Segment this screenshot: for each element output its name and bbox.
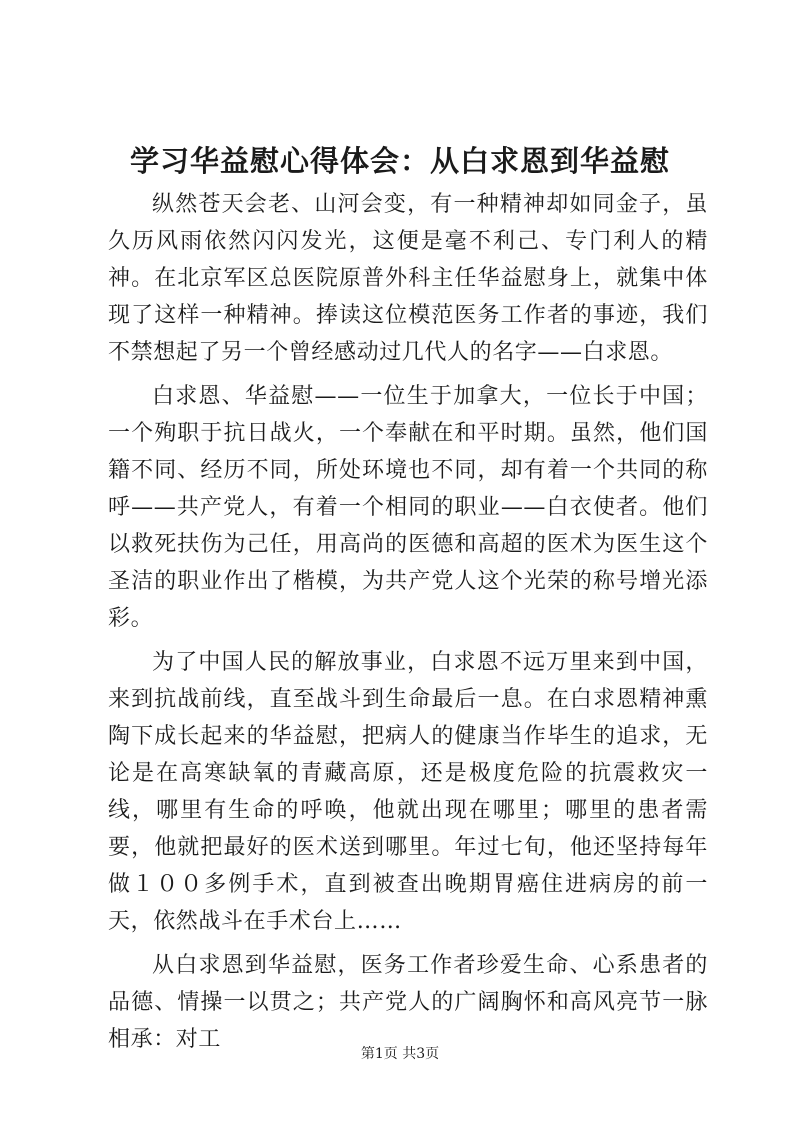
document-title: 学习华益慰心得体会：从白求恩到华益慰 (129, 144, 670, 178)
paragraph-2: 白求恩、华益慰——一位生于加拿大，一位长于中国；一个殉职于抗日战火，一个奉献在和平时期。虽然，他们国籍不同、经历不同，所处环境也不同，却有着一个共同的称呼——共产党人，有着一个相同的职业——白衣使者。他们以救死扶伤为己任，用高尚的医德和高超的医术为医生这个圣洁的职业作出了楷模，为共产党人这个光荣的称号增光添彩。 (108, 384, 708, 631)
paragraph-3: 为了中国人民的解放事业，白求恩不远万里来到中国，来到抗战前线，直至战斗到生命最后一息。在白求恩精神熏陶下成长起来的华益慰，把病人的健康当作毕生的追求，无论是在高寒缺氧的青藏高原，还是极度危险的抗震救灾一线，哪里有生命的呼唤，他就出现在哪里；哪里的患者需要，他就把最好的医术送到哪里。年过七旬，他还坚持每年做１００多例手术，直到被查出晚期胃癌住进病房的前一天，依然战斗在手术台上…… (108, 650, 708, 934)
document-body (108, 186, 708, 1065)
paragraph-1: 纵然苍天会老、山河会变，有一种精神却如同金子，虽久历风雨依然闪闪发光，这便是毫不利己、专门利人的精神。在北京军区总医院原普外科主任华益慰身上，就集中体现了这样一种精神。捧读这位模范医务工作者的事迹，我们不禁想起了另一个曾经感动过几代人的名字——白求恩。 (108, 192, 708, 365)
page-number-footer: 第1页 共3页 (360, 1046, 440, 1062)
paragraph-4: 从白求恩到华益慰，医务工作者珍爱生命、心系患者的品德、情操一以贯之；共产党人的广阔胸怀和高风亮节一脉相承：对工 (108, 953, 708, 1052)
